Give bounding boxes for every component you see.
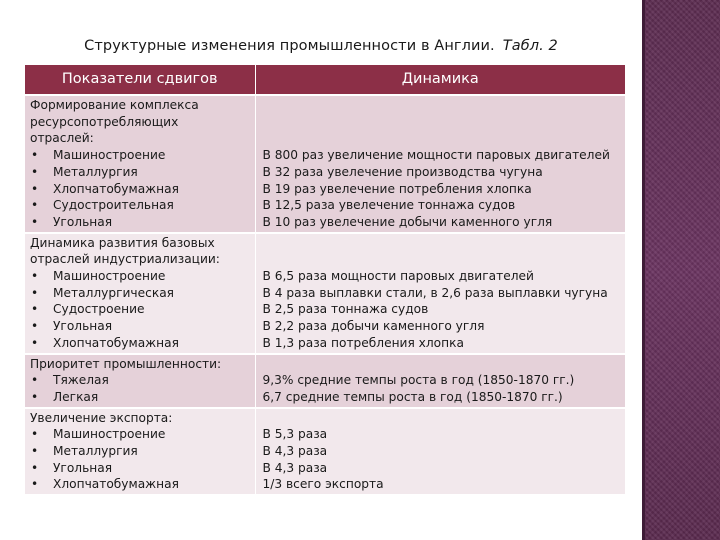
bullet-item [30,443,251,460]
bullet-marker: • [31,389,39,404]
bullet-text: Машиностроение [53,269,166,284]
header-indicators: Показатели сдвигов [25,65,255,95]
dynamics-line: В 10 раз увелечение добычи каменного угля [262,214,553,229]
bullet-item [30,301,251,318]
bullet-text: Угольная [53,460,113,475]
bullet-marker: • [31,460,39,475]
indicator-heading: Увеличение экспорта: [30,410,173,425]
table-row [25,95,625,233]
dynamics-cell [255,95,625,233]
bullet-marker: • [31,427,39,442]
dynamics-cell [255,354,625,408]
header-dynamics: Динамика [255,65,625,95]
bullet-marker: • [31,148,39,163]
bullet-text: Машиностроение [53,427,166,442]
dynamics-line: В 4 раза выплавки стали, в 2,6 раза выплавки чугуна [262,285,608,300]
indicator-heading: ресурсопотребляющих [30,114,179,129]
table-header-row [25,65,625,95]
table-row [25,233,625,354]
bullet-item [30,285,251,302]
bullet-item [30,372,251,389]
bullet-marker: • [31,214,39,229]
indicator-cell [25,408,255,496]
dynamics-line: В 2,5 раза тоннажа судов [262,302,429,317]
bullet-item [30,318,251,335]
dynamics-line: 6,7 средние темпы роста в год (1850-1870 гг.) [262,389,563,404]
bullet-marker: • [31,335,39,350]
indicator-heading: отраслей: [30,131,94,146]
dynamics-cell [255,233,625,354]
dynamics-line: В 4,3 раза [262,444,328,459]
bullet-marker: • [31,269,39,284]
bullet-item [30,164,251,181]
bullet-marker: • [31,181,39,196]
bullet-text: Хлопчатобумажная [53,477,179,492]
table-row [25,354,625,408]
dynamics-line: В 6,5 раза мощности паровых двигателей [262,269,534,284]
bullet-marker: • [31,164,39,179]
title-text: Структурные изменения промышленности в Англии. [84,38,495,54]
bullet-item [30,197,251,214]
slide-title [0,38,642,54]
bullet-item [30,335,251,352]
bullet-marker: • [31,319,39,334]
indicator-heading: Формирование комплекса [30,98,199,112]
indicator-cell [25,95,255,233]
bullet-text: Угольная [53,214,113,229]
bullet-marker: • [31,302,39,317]
bullet-marker: • [31,198,39,213]
bullet-marker: • [31,373,39,388]
bullet-item [30,147,251,164]
indicator-heading: Приоритет промышленности: [30,356,222,371]
table-reference: Табл. 2 [502,38,558,54]
bullet-item [30,268,251,285]
table-row [25,408,625,496]
bullet-marker: • [31,477,39,492]
bullet-item [30,476,251,493]
bullet-text: Легкая [53,389,99,404]
bullet-item [30,181,251,198]
bullet-marker: • [31,285,39,300]
bullet-text: Металлургия [53,444,138,459]
indicator-heading: Динамика развития базовых [30,235,215,250]
bullet-item [30,426,251,443]
dynamics-line: В 5,3 раза [262,427,328,442]
bullet-item [30,460,251,477]
bullet-text: Угольная [53,319,113,334]
indicator-cell [25,354,255,408]
dynamics-line: В 12,5 раза увелечение тоннажа судов [262,198,516,213]
dynamics-line: 1/3 всего экспорта [262,477,384,492]
bullet-marker: • [31,444,39,459]
bullet-text: Металлургия [53,164,138,179]
bullet-text: Хлопчатобумажная [53,335,179,350]
dynamics-line: В 4,3 раза [262,460,328,475]
bullet-item [30,214,251,231]
bullet-text: Судостроительная [53,198,174,213]
industry-changes-table [25,65,625,496]
dynamics-line: В 19 раз увелечение потребления хлопка [262,181,532,196]
dynamics-line: В 2,2 раза добычи каменного угля [262,319,485,334]
bullet-text: Тяжелая [53,373,109,388]
bullet-item [30,389,251,406]
indicator-cell [25,233,255,354]
bullet-text: Хлопчатобумажная [53,181,179,196]
bullet-text: Металлургическая [53,285,174,300]
indicator-heading: отраслей индустриализации: [30,252,220,267]
dynamics-line: 9,3% средние темпы роста в год (1850-1870 гг.) [262,373,575,388]
bullet-text: Судостроение [53,302,145,317]
dynamics-line: В 1,3 раза потребления хлопка [262,335,464,350]
bullet-text: Машиностроение [53,148,166,163]
decorative-side-panel [642,0,720,540]
dynamics-line: В 32 раза увелечение производства чугуна [262,164,543,179]
dynamics-line: В 800 раз увеличение мощности паровых двигателей [262,148,610,163]
dynamics-cell [255,408,625,496]
